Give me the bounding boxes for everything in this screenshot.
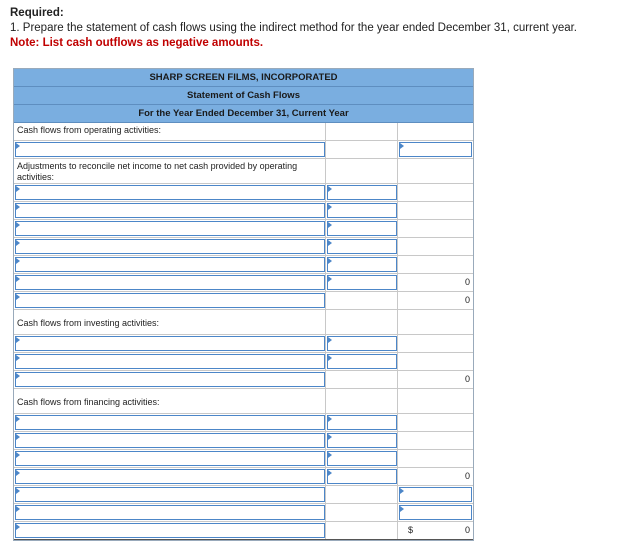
net-change-label-input[interactable] (14, 486, 326, 503)
investing-header-row (14, 310, 473, 335)
investing-row (14, 353, 473, 371)
adjustment-amount-input[interactable] (326, 238, 398, 255)
adjustment-amount-input[interactable] (326, 256, 398, 273)
statement-title: Statement of Cash Flows (14, 87, 473, 105)
company-name: SHARP SCREEN FILMS, INCORPORATED (14, 69, 473, 87)
currency-symbol: $ (408, 525, 414, 535)
net-change-row (14, 486, 473, 504)
adjustments-label: Adjustments to reconcile net income to net cash provided by operating activities: (14, 159, 326, 183)
net-operating-total: 0 (464, 295, 470, 305)
financing-row (14, 414, 473, 432)
adjustment-row (14, 238, 473, 256)
net-investing-label-input[interactable] (14, 371, 326, 388)
beginning-cash-label-input[interactable] (14, 504, 326, 521)
operating-label: Cash flows from operating activities: (14, 123, 326, 140)
financing-amount-input[interactable] (326, 414, 398, 431)
adjustment-label-input[interactable] (14, 256, 326, 273)
adjustment-label-input[interactable] (14, 238, 326, 255)
statement-period: For the Year Ended December 31, Current Year (14, 105, 473, 123)
adjustment-row (14, 274, 473, 292)
net-income-label-input[interactable] (14, 141, 326, 158)
task-text: 1. Prepare the statement of cash flows using the indirect method for the year ended December 31, current year. (10, 22, 578, 34)
adjustment-amount-input[interactable] (326, 274, 398, 291)
operating-header-row (14, 123, 473, 141)
investing-amount-input[interactable] (326, 353, 398, 370)
adjustment-row (14, 202, 473, 220)
net-income-amount-input[interactable] (398, 141, 473, 158)
net-investing-row (14, 371, 473, 389)
adjustment-row (14, 220, 473, 238)
investing-label: Cash flows from investing activities: (14, 310, 326, 334)
required-label: Required: (10, 7, 64, 19)
ending-cash-value: 0 (464, 525, 470, 535)
financing-row (14, 450, 473, 468)
financing-label-input[interactable] (14, 468, 326, 485)
net-financing-total: 0 (464, 471, 470, 481)
financing-label-input[interactable] (14, 414, 326, 431)
adjustment-label-input[interactable] (14, 220, 326, 237)
financing-amount-input[interactable] (326, 450, 398, 467)
financing-label-input[interactable] (14, 450, 326, 467)
financing-amount-input[interactable] (326, 432, 398, 449)
investing-row (14, 335, 473, 353)
adjustment-label-input[interactable] (14, 274, 326, 291)
adjustments-subtotal: 0 (464, 277, 470, 287)
ending-cash-row (14, 522, 473, 540)
ending-cash-total (398, 522, 473, 539)
financing-label-input[interactable] (14, 432, 326, 449)
net-operating-label-input[interactable] (14, 292, 326, 309)
financing-header-row (14, 389, 473, 414)
net-investing-total: 0 (464, 374, 470, 384)
adjustment-label-input[interactable] (14, 184, 326, 201)
adjustment-amount-input[interactable] (326, 220, 398, 237)
financing-row (14, 432, 473, 450)
investing-label-input[interactable] (14, 353, 326, 370)
investing-label-input[interactable] (14, 335, 326, 352)
beginning-cash-row (14, 504, 473, 522)
cash-flow-worksheet (13, 68, 474, 541)
adjustment-row (14, 256, 473, 274)
beginning-cash-amount-input[interactable] (398, 504, 473, 521)
financing-row (14, 468, 473, 486)
note-text: Note: List cash outflows as negative amounts. (10, 37, 264, 49)
adjustment-label-input[interactable] (14, 202, 326, 219)
adjustments-header-row (14, 159, 473, 184)
adjustment-row (14, 184, 473, 202)
net-income-row (14, 141, 473, 159)
financing-label: Cash flows from financing activities: (14, 389, 326, 413)
net-change-amount-input[interactable] (398, 486, 473, 503)
investing-amount-input[interactable] (326, 335, 398, 352)
net-operating-row (14, 292, 473, 310)
financing-amount-input[interactable] (326, 468, 398, 485)
ending-cash-label-input[interactable] (14, 522, 326, 539)
adjustment-amount-input[interactable] (326, 202, 398, 219)
instructions (10, 6, 577, 51)
adjustment-amount-input[interactable] (326, 184, 398, 201)
